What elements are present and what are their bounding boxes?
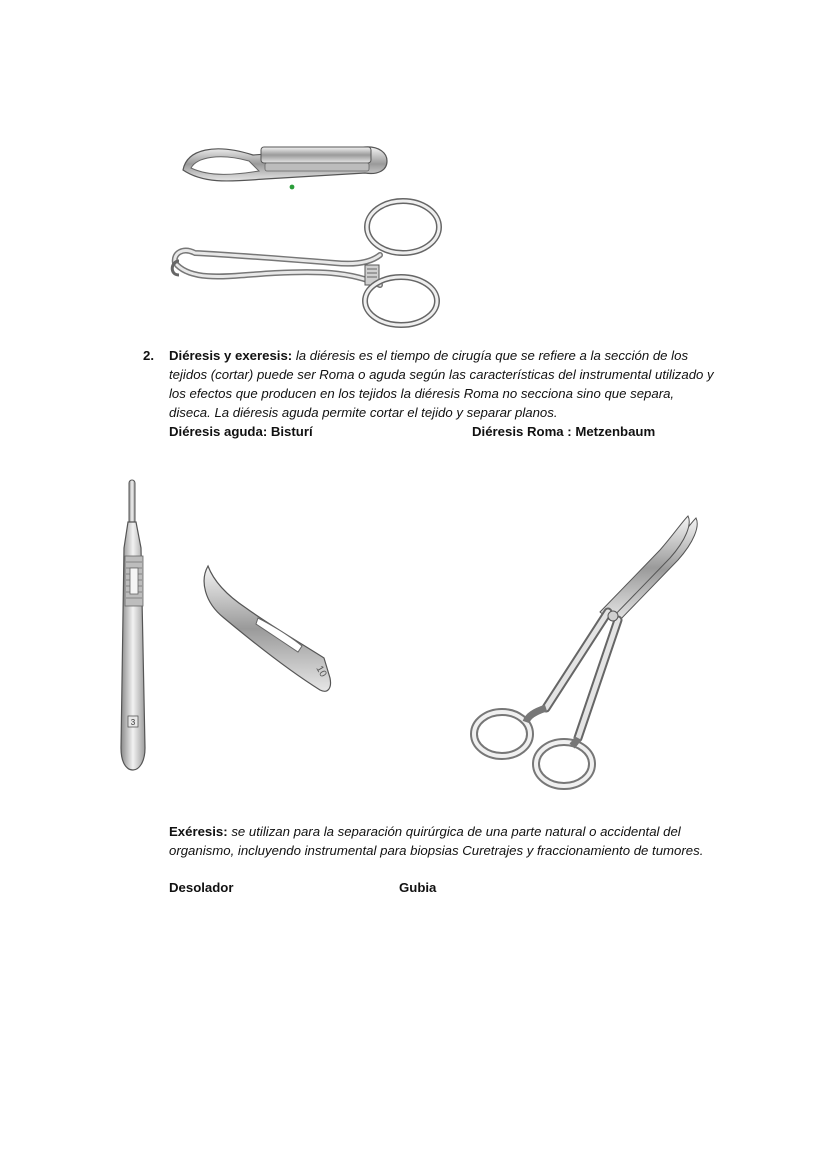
- clamp-side-view: [183, 147, 387, 189]
- label-diéresis-roma: Diéresis Roma : Metzenbaum: [472, 424, 656, 439]
- exeresis-body: se utilizan para la separación quirúrgica de una parte natural o accidental del organismo, incluyendo instrumental para biopsias Curetrajes y fraccionamiento de tumores.: [169, 824, 704, 858]
- label-gubia: Gubia: [399, 880, 437, 895]
- section-2-body: la diéresis es el tiempo de cirugía que se refiere a la sección de los tejidos (cortar) puede ser Roma o aguda según las características del instrumental utilizado y los efectos que producen en los tejidos la diéresis Roma no secciona sino que separa, diseca. La diéresis aguda permite cortar el tejido y separar planos.: [169, 348, 714, 420]
- towel-clamp-illustration: [165, 135, 455, 335]
- section-2-heading: Diéresis y exeresis:: [169, 348, 293, 363]
- blade-number: 10: [313, 664, 329, 680]
- handle-number: 3: [130, 718, 136, 727]
- exeresis-paragraph: [169, 822, 717, 860]
- list-number: 2.: [143, 348, 154, 363]
- scalpel-handle-illustration: [115, 478, 155, 773]
- metzenbaum-scissors-illustration: [468, 512, 708, 797]
- label-desolador: Desolador: [169, 880, 234, 895]
- section-2-paragraph: [169, 346, 717, 422]
- clamp-top-view: [172, 201, 439, 325]
- label-diéresis-aguda: Diéresis aguda: Bisturí: [169, 424, 313, 439]
- exeresis-heading: Exéresis:: [169, 824, 228, 839]
- scalpel-blade-illustration: [198, 560, 338, 695]
